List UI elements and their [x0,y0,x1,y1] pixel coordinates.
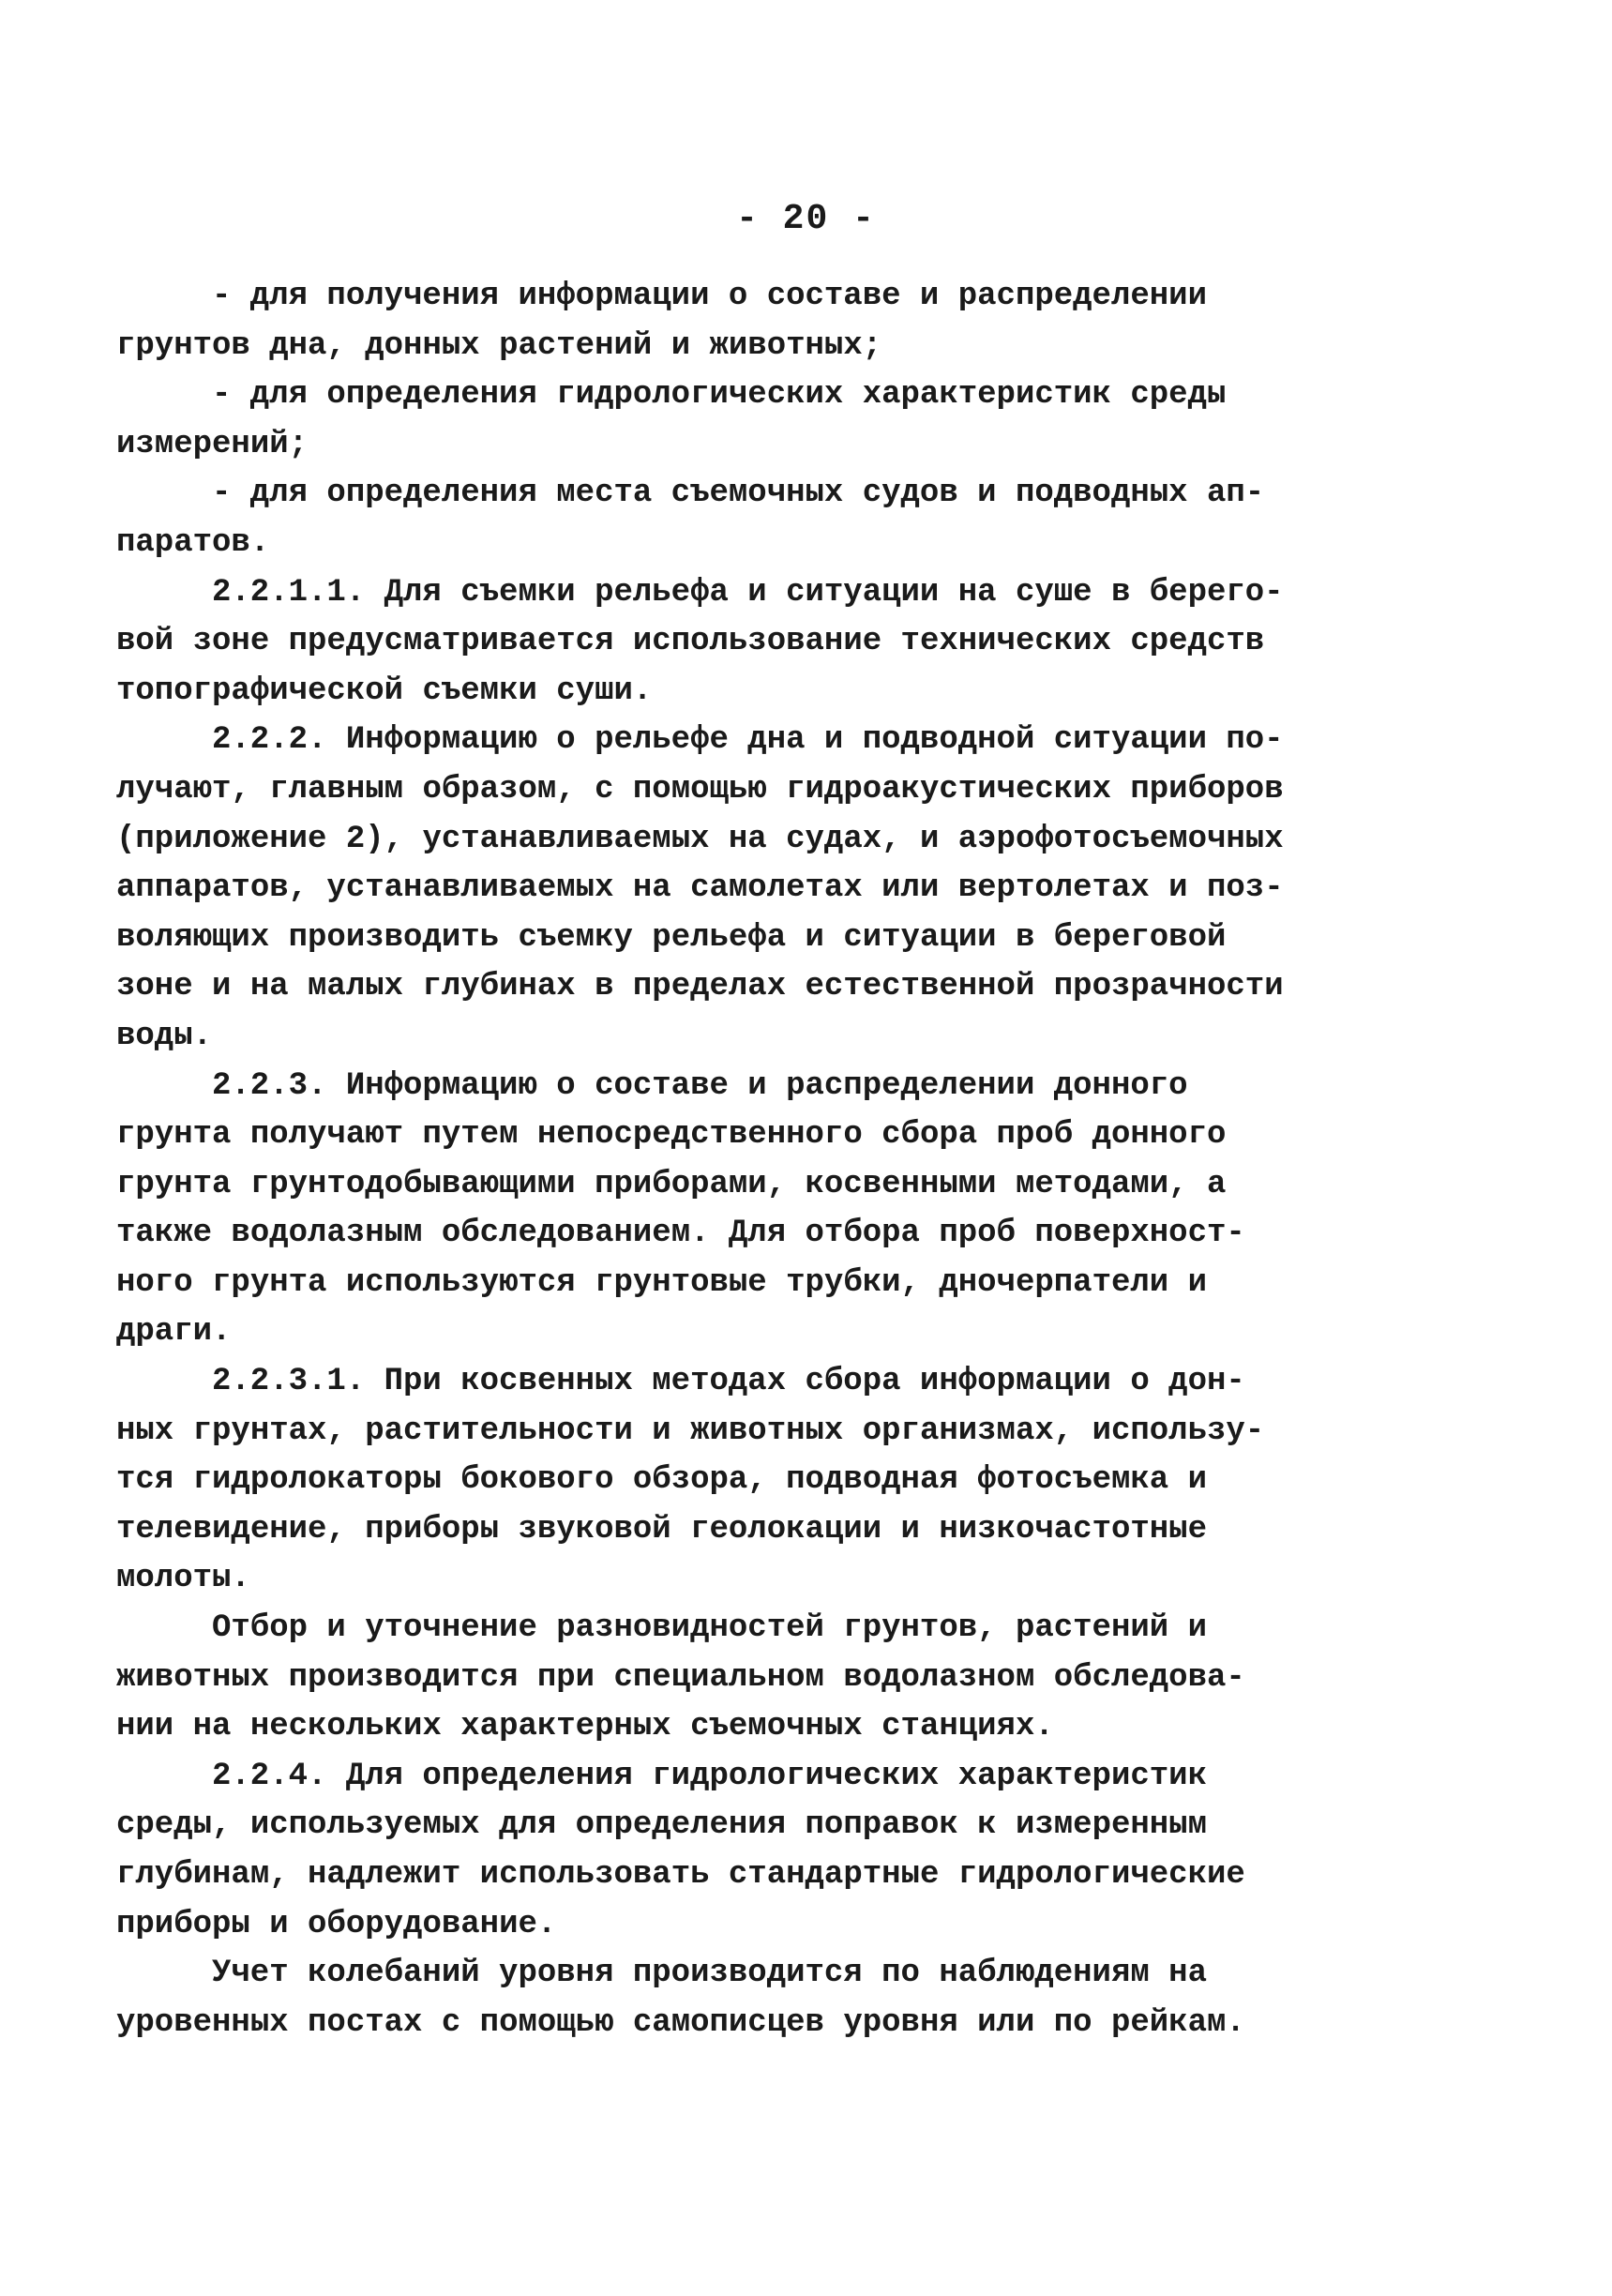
text-line: вой зоне предусматривается использование технических средств [116,624,1265,660]
text-line: молоты. [116,1561,250,1597]
text-line: 2.2.3. Информацию о составе и распределении донного [212,1067,1188,1104]
text-line: лучают, главным образом, с помощью гидроакустических приборов [116,771,1284,808]
text-line: 2.2.4. Для определения гидрологических характеристик [212,1758,1207,1794]
text-line: 2.2.2. Информацию о рельефе дна и подводной ситуации по- [212,722,1284,759]
text-line: среды, используемых для определения поправок к измеренным [116,1807,1207,1844]
text-line: 2.2.1.1. Для съемки рельефа и ситуации на суше в берего- [212,574,1284,611]
text-line: паратов. [116,524,270,561]
text-line: также водолазным обследованием. Для отбора проб поверхност- [116,1216,1245,1252]
text-line: - для определения гидрологических характеристик среды [212,377,1227,414]
text-line: (приложение 2), устанавливаемых на судах, и аэрофотосъемочных [116,821,1284,857]
text-line: топографической съемки суши. [116,672,653,709]
text-line: Отбор и уточнение разновидностей грунтов, растений и [212,1610,1207,1647]
text-line: воды. [116,1018,213,1054]
text-line: нии на нескольких характерных съемочных станциях. [116,1709,1054,1745]
text-line: измерений; [116,426,309,462]
text-line: тся гидролокаторы бокового обзора, подводная фотосъемка и [116,1462,1207,1499]
text-line: грунта грунтодобывающими приборами, косвенными методами, а [116,1166,1227,1202]
text-line: уровенных постах с помощью самописцев уровня или по рейкам. [116,2004,1245,2041]
text-line: - для определения места съемочных судов и подводных ап- [212,476,1265,512]
text-line: Учет колебаний уровня производится по наблюдениям на [212,1956,1207,1992]
text-line: воляющих производить съемку рельефа и ситуации в береговой [116,919,1227,956]
text-line: грунтов дна, донных растений и животных; [116,327,882,364]
text-line: приборы и оборудование. [116,1906,557,1942]
text-line: ного грунта используются грунтовые трубки, дночерпатели и [116,1264,1207,1301]
text-line: ных грунтах, растительности и животных организмах, использу- [116,1412,1265,1449]
page-number: - 20 - [736,199,876,239]
text-line: зоне и на малых глубинах в пределах естественной прозрачности [116,969,1284,1005]
text-line: грунта получают путем непосредственного сбора проб донного [116,1117,1227,1154]
text-line: - для получения информации о составе и распределении [212,279,1207,314]
text-line: глубинам, надлежит использовать стандартные гидрологические [116,1857,1245,1893]
text-line: животных производится при специальном водолазном обследова- [116,1659,1245,1696]
body-text [116,272,1335,2047]
text-line: драги. [116,1314,232,1351]
text-line: телевидение, приборы звуковой геолокации и низкочастотные [116,1511,1207,1548]
text-line: аппаратов, устанавливаемых на самолетах или вертолетах и поз- [116,870,1284,907]
text-line: 2.2.3.1. При косвенных методах сбора информации о дон- [212,1364,1245,1400]
